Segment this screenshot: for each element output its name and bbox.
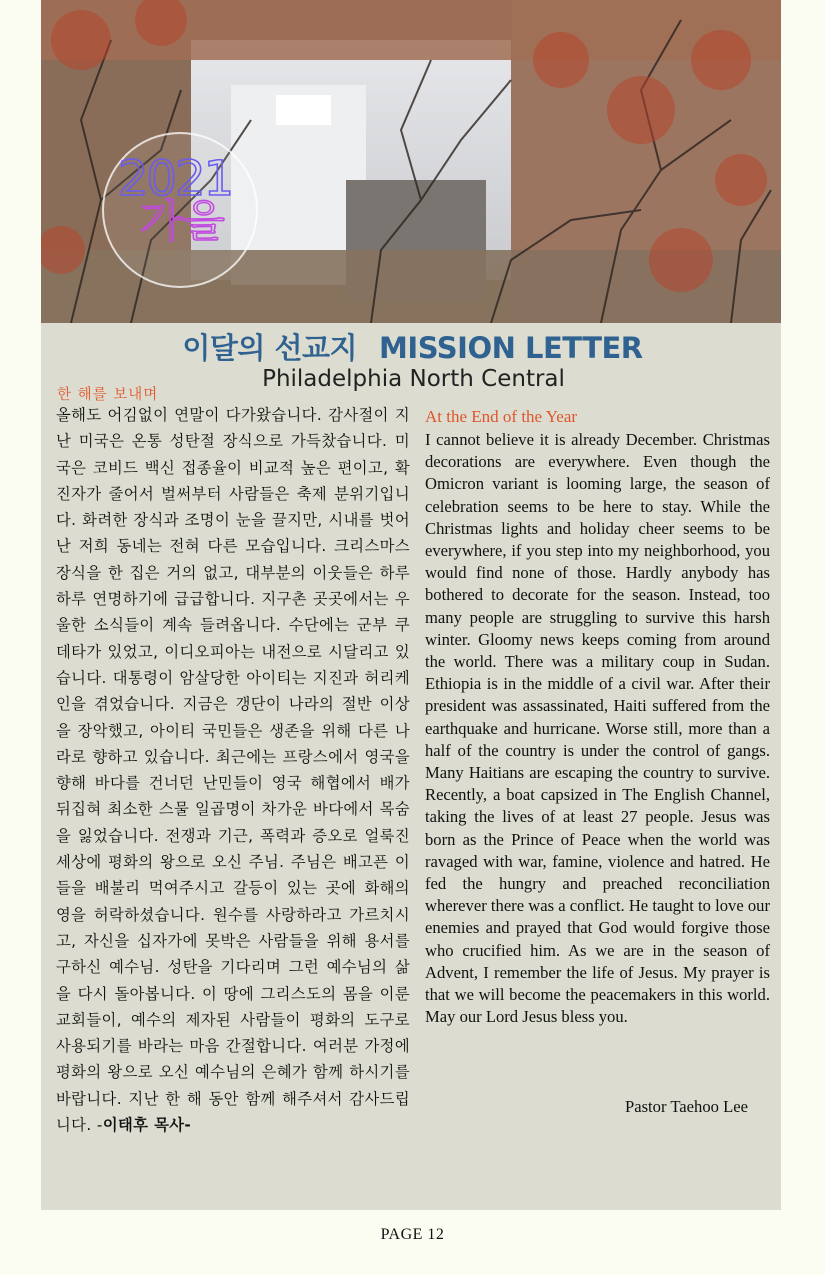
season-name: 가을 [140, 196, 226, 247]
title-english: MISSION LETTER [379, 331, 643, 365]
page-title [0, 326, 825, 367]
english-letter-heading: At the End of the Year [425, 407, 578, 426]
korean-letter-text: 올해도 어김없이 연말이 다가왔습니다. 감사절이 지난 미국은 온통 성탄절 장식으로 가득찼습니다. 미국은 코비드 백신 접종율이 비교적 높은 편이고, 확진자가 줄어서 벌써부터 사람들은 축제 분위기입니다. 화려한 장식과 조명이 눈을 끌지만, 시내를 벗어난 저희 동네는 전혀 다른 모습입니다. 크리스마스 장식을 한 집은 거의 없고, 대부분의 이웃들은 하루 하루 연명하기에 급급합니다. 지구촌 곳곳에서는 우울한 소식들이 계속 들려옵니다. 수단에는 군부 쿠데타가 있었고, 이디오피아는 내전으로 시달리고 있습니다. 대통령이 암살당한 아이티는 지진과 허리케인을 겪었습니다. 지금은 갱단이 나라의 절반 이상을 장악했고, 아이티 국민들은 생존을 위해 다른 나라로 향하고 있습니다. 최근에는 프랑스에서 영국을 향해 바다를 건너던 난민들이 영국 해협에서 배가 뒤집혀 최소한 스물 일곱명이 차가운 바다에서 목숨을 잃었습니다. 전쟁과 기근, 폭력과 증오로 얼룩진 세상에 평화의 왕으로 오신 주님. 주님은 배고픈 이들을 배불리 먹여주시고 갈등이 있는 곳에 화해의 영을 허락하셨습니다. 원수를 사랑하라고 가르치시고, 자신을 십자가에 못박은 사람들을 위해 용서를 구하신 예수님. 성탄을 기다리며 그런 예수님의 삶을 다시 돌아봅니다. 이 땅에 그리스도의 몸을 이룬 교회들이, 예수의 제자된 사람들이 평화의 도구로 사용되기를 바라는 마음 간절합니다. 여러분 가정에 평화의 왕으로 오신 예수님의 은혜가 함께 하시기를 바랍니다. 지난 한 해 동안 함께 해주셔서 감사드립니다. - [56, 406, 410, 1135]
subtitle-text: Philadelphia North Central [262, 366, 565, 392]
title-korean: 이달의 선교지 [182, 331, 358, 365]
page-number: PAGE 12 [380, 1226, 445, 1243]
korean-letter-body [56, 402, 410, 1138]
english-letter-signature: Pastor Taehoo Lee [625, 1097, 748, 1116]
korean-letter-heading: 한 해를 보내며 [57, 387, 159, 403]
korean-letter-signature: 이태후 목사- [102, 1116, 192, 1135]
english-letter-body: I cannot believe it is already December. Christmas decorations are everywhere. Even though the Omicron variant is looming large, the season of celebration seems to be here to stay. While the Christmas lights and holiday cheer seems to be everywhere, if you step into my neighborhood, you would find none of those. Hardly anybody has bothered to decorate for the season. Instead, too many people are struggling to survive this harsh winter. Gloomy news keeps coming from around the world. There was a military coup in Sudan. Ethiopia is in the middle of a civil war. After their president was assassinated, Haiti suffered from the earthquake and hurricane. Worse still, more than a half of the country is under the control of gangs. Many Haitians are escaping the country to survive. Recently, a boat capsized in The English Channel, taking the lives of at least 27 people. Jesus was born as the Prince of Peace when the world was ravaged with war, famine, violence and hatred. He fed the hungry and preached reconciliation wherever there was a conflict. He taught to love our enemies and prayed that God would forgive those who crucified him. As we are in the season of Advent, I remember the life of Jesus. My prayer is that we will become the peacemakers in this world. May our Lord Jesus bless you. [425, 430, 770, 1027]
season-year: 2021 [118, 151, 233, 207]
